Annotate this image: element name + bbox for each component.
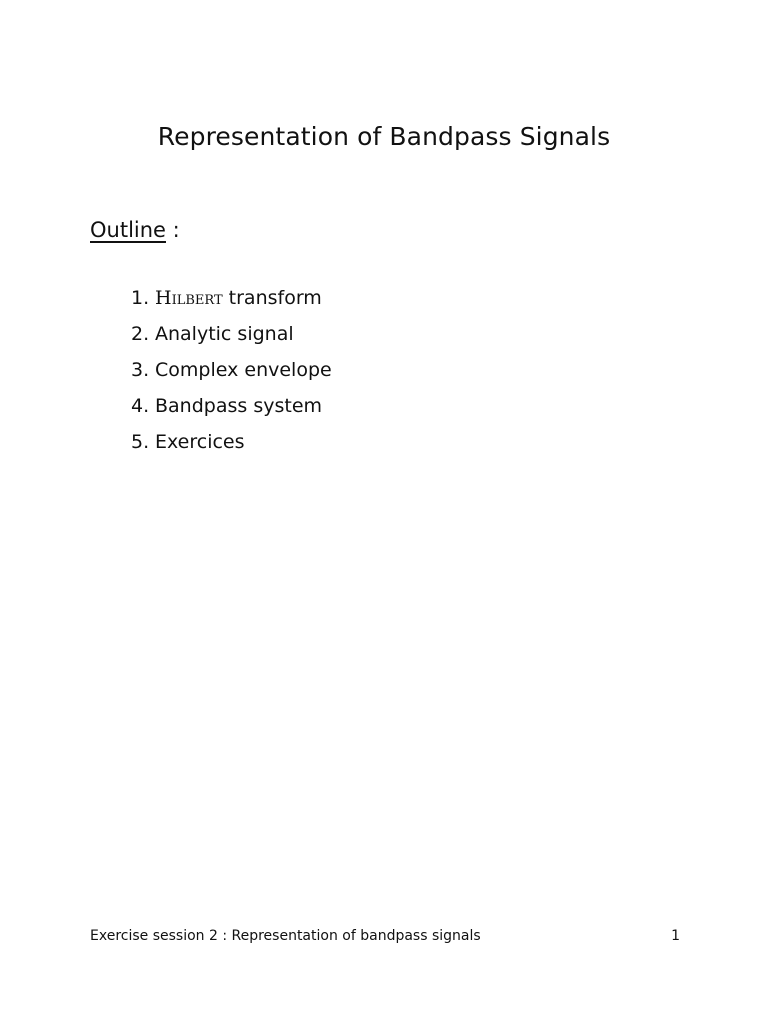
page-footer bbox=[90, 928, 680, 944]
footer-session-title: Exercise session 2 : Representation of bandpass signals bbox=[90, 928, 481, 944]
outline-separator: : bbox=[165, 218, 180, 242]
page-title: Representation of Bandpass Signals bbox=[157, 122, 611, 151]
item-text: Bandpass system bbox=[155, 395, 323, 417]
item-text: transform bbox=[222, 287, 322, 309]
page-number: 1 bbox=[671, 928, 680, 944]
item-number: 1. bbox=[131, 287, 150, 309]
outline-item-bandpass-system bbox=[131, 391, 332, 427]
outline-item-complex-envelope bbox=[131, 355, 332, 391]
outline-item-exercices bbox=[131, 427, 332, 463]
outline-item-hilbert-transform bbox=[131, 283, 332, 319]
outline-heading bbox=[90, 218, 180, 242]
item-number: 4. bbox=[131, 395, 150, 417]
item-name-hilbert: Hilbert bbox=[155, 287, 223, 309]
item-number: 5. bbox=[131, 431, 150, 453]
outline-list bbox=[131, 283, 332, 463]
item-text: Exercices bbox=[155, 431, 245, 453]
item-number: 3. bbox=[131, 359, 150, 381]
outline-label: Outline bbox=[90, 218, 166, 242]
item-text: Complex envelope bbox=[155, 359, 332, 381]
item-text: Analytic signal bbox=[155, 323, 294, 345]
outline-item-analytic-signal bbox=[131, 319, 332, 355]
item-number: 2. bbox=[131, 323, 150, 345]
